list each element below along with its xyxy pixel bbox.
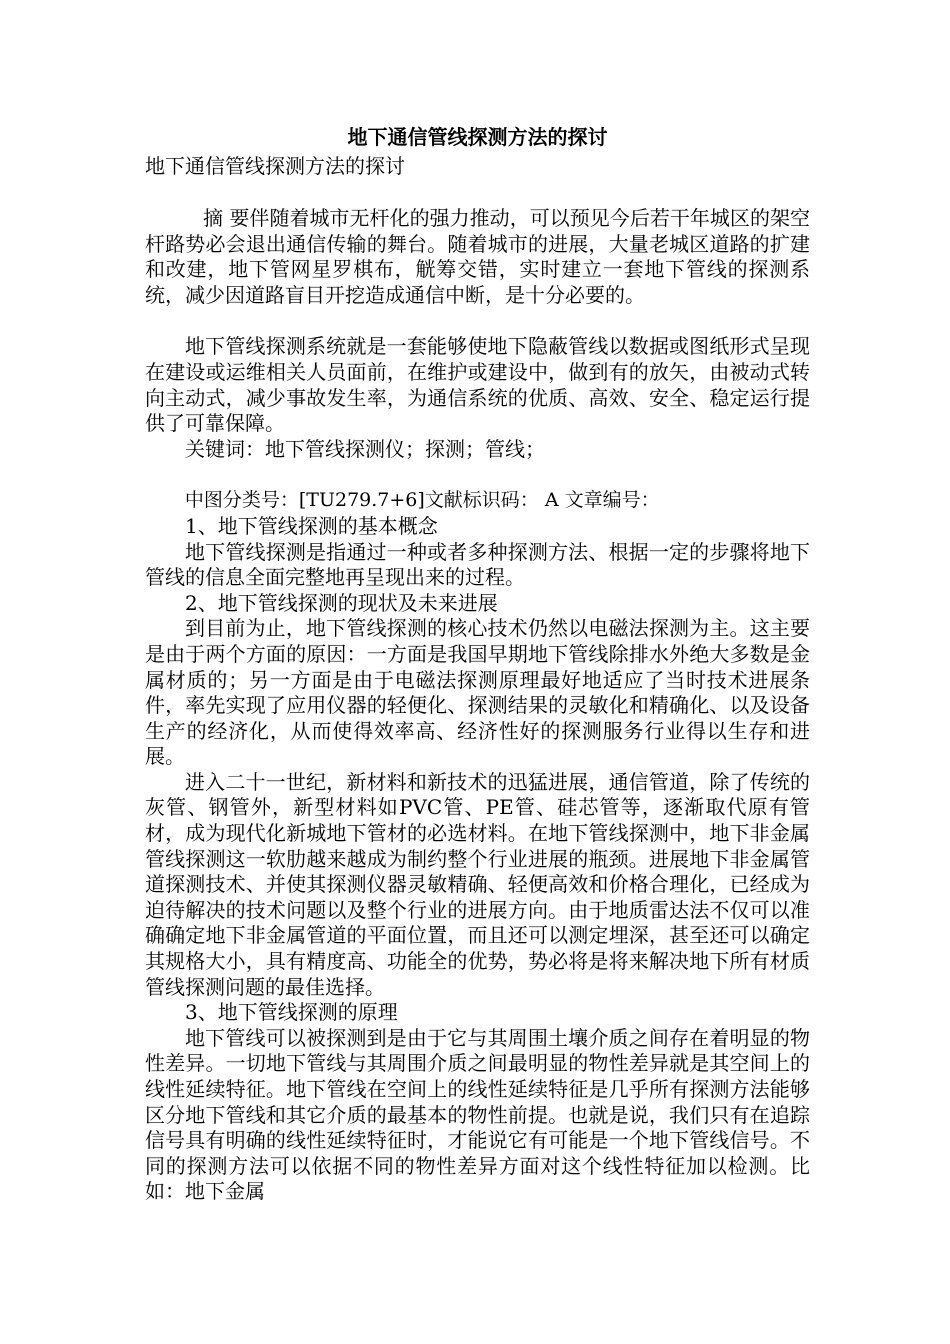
section-2-heading: 2、地下管线探测的现状及未来进展 — [185, 590, 498, 615]
spacer — [145, 308, 810, 334]
abstract-paragraph: 摘 要伴随着城市无杆化的强力推动，可以预见今后若干年城区的架空杆路势必会退出通信传输的舞台。随着城市的进展，大量老城区道路的扩建和改建，地下管网星罗棋布，觥筹交错，实时建立一套地下管线的探测系统，减少因道路盲目开挖造成通信中断，是十分必要的。 — [145, 206, 810, 307]
section-2-paragraph-2: 进入二十一世纪，新材料和新技术的迅猛进展，通信管道，除了传统的灰管、钢管外，新型材料如PVC管、PE管、硅芯管等，逐渐取代原有管材，成为现代化新城地下管材的必选材料。在地下管线探测中，地下非金属管线探测这一软肋越来越成为制约整个行业进展的瓶颈。进展地下非金属管道探测技术、并使其探测仪器灵敏精确、轻便高效和价格合理化，已经成为迫待解决的技术问题以及整个行业的进展方向。由于地质雷达法不仅可以准确确定地下非金属管道的平面位置，而且还可以测定埋深，甚至还可以确定其规格大小，具有精度高、功能全的优势，势必将是将来解决地下所有材质管线探测问题的最佳选择。 — [145, 769, 810, 999]
section-3-paragraph: 地下管线可以被探测到是由于它与其周围土壤介质之间存在着明显的物性差异。一切地下管线与其周围介质之间最明显的物性差异就是其空间上的线性延续特征。地下管线在空间上的线性延续特征是几乎所有探测方法能够区分地下管线和其它介质的最基本的物性前提。也就是说，我们只有在追踪信号具有明确的线性延续特征时，才能说它有可能是一个地下管线信号。不同的探测方法可以依据不同的物性差异方面对这个线性特征加以检测。比如：地下金属 — [145, 1025, 810, 1204]
section-1-heading: 1、地下管线探测的基本概念 — [185, 513, 438, 538]
section-1-paragraph: 地下管线探测是指通过一种或者多种探测方法、根据一定的步骤将地下管线的信息全面完整地再呈现出来的过程。 — [145, 539, 810, 590]
section-3-heading: 3、地下管线探测的原理 — [185, 1000, 398, 1025]
spacer — [145, 462, 810, 488]
intro-paragraph: 地下管线探测系统就是一套能够使地下隐蔽管线以数据或图纸形式呈现在建设或运维相关人员面前，在维护或建设中，做到有的放矢，由被动式转向主动式，减少事故发生率，为通信系统的优质、高效、安全、稳定运行提供了可靠保障。 — [145, 334, 810, 436]
document-title: 地下通信管线探测方法的探讨 — [347, 125, 608, 149]
document-subtitle: 地下通信管线探测方法的探讨 — [145, 154, 405, 178]
classification-line: 中图分类号：[TU279.7+6]文献标识码： A 文章编号： — [184, 489, 660, 512]
spacer — [145, 180, 810, 206]
keywords-line: 关键词：地下管线探测仪；探测；管线； — [185, 436, 545, 461]
section-2-paragraph-1: 到目前为止，地下管线探测的核心技术仍然以电磁法探测为主。这主要是由于两个方面的原因：一方面是我国早期地下管线除排水外绝大多数是金属材质的；另一方面是由于电磁法探测原理最好地适应了当时技术进展条件，率先实现了应用仪器的轻便化、探测结果的灵敏化和精确化、以及设备生产的经济化，从而使得效率高、经济性好的探测服务行业得以生存和进展。 — [145, 616, 810, 769]
document-page — [145, 122, 810, 1205]
